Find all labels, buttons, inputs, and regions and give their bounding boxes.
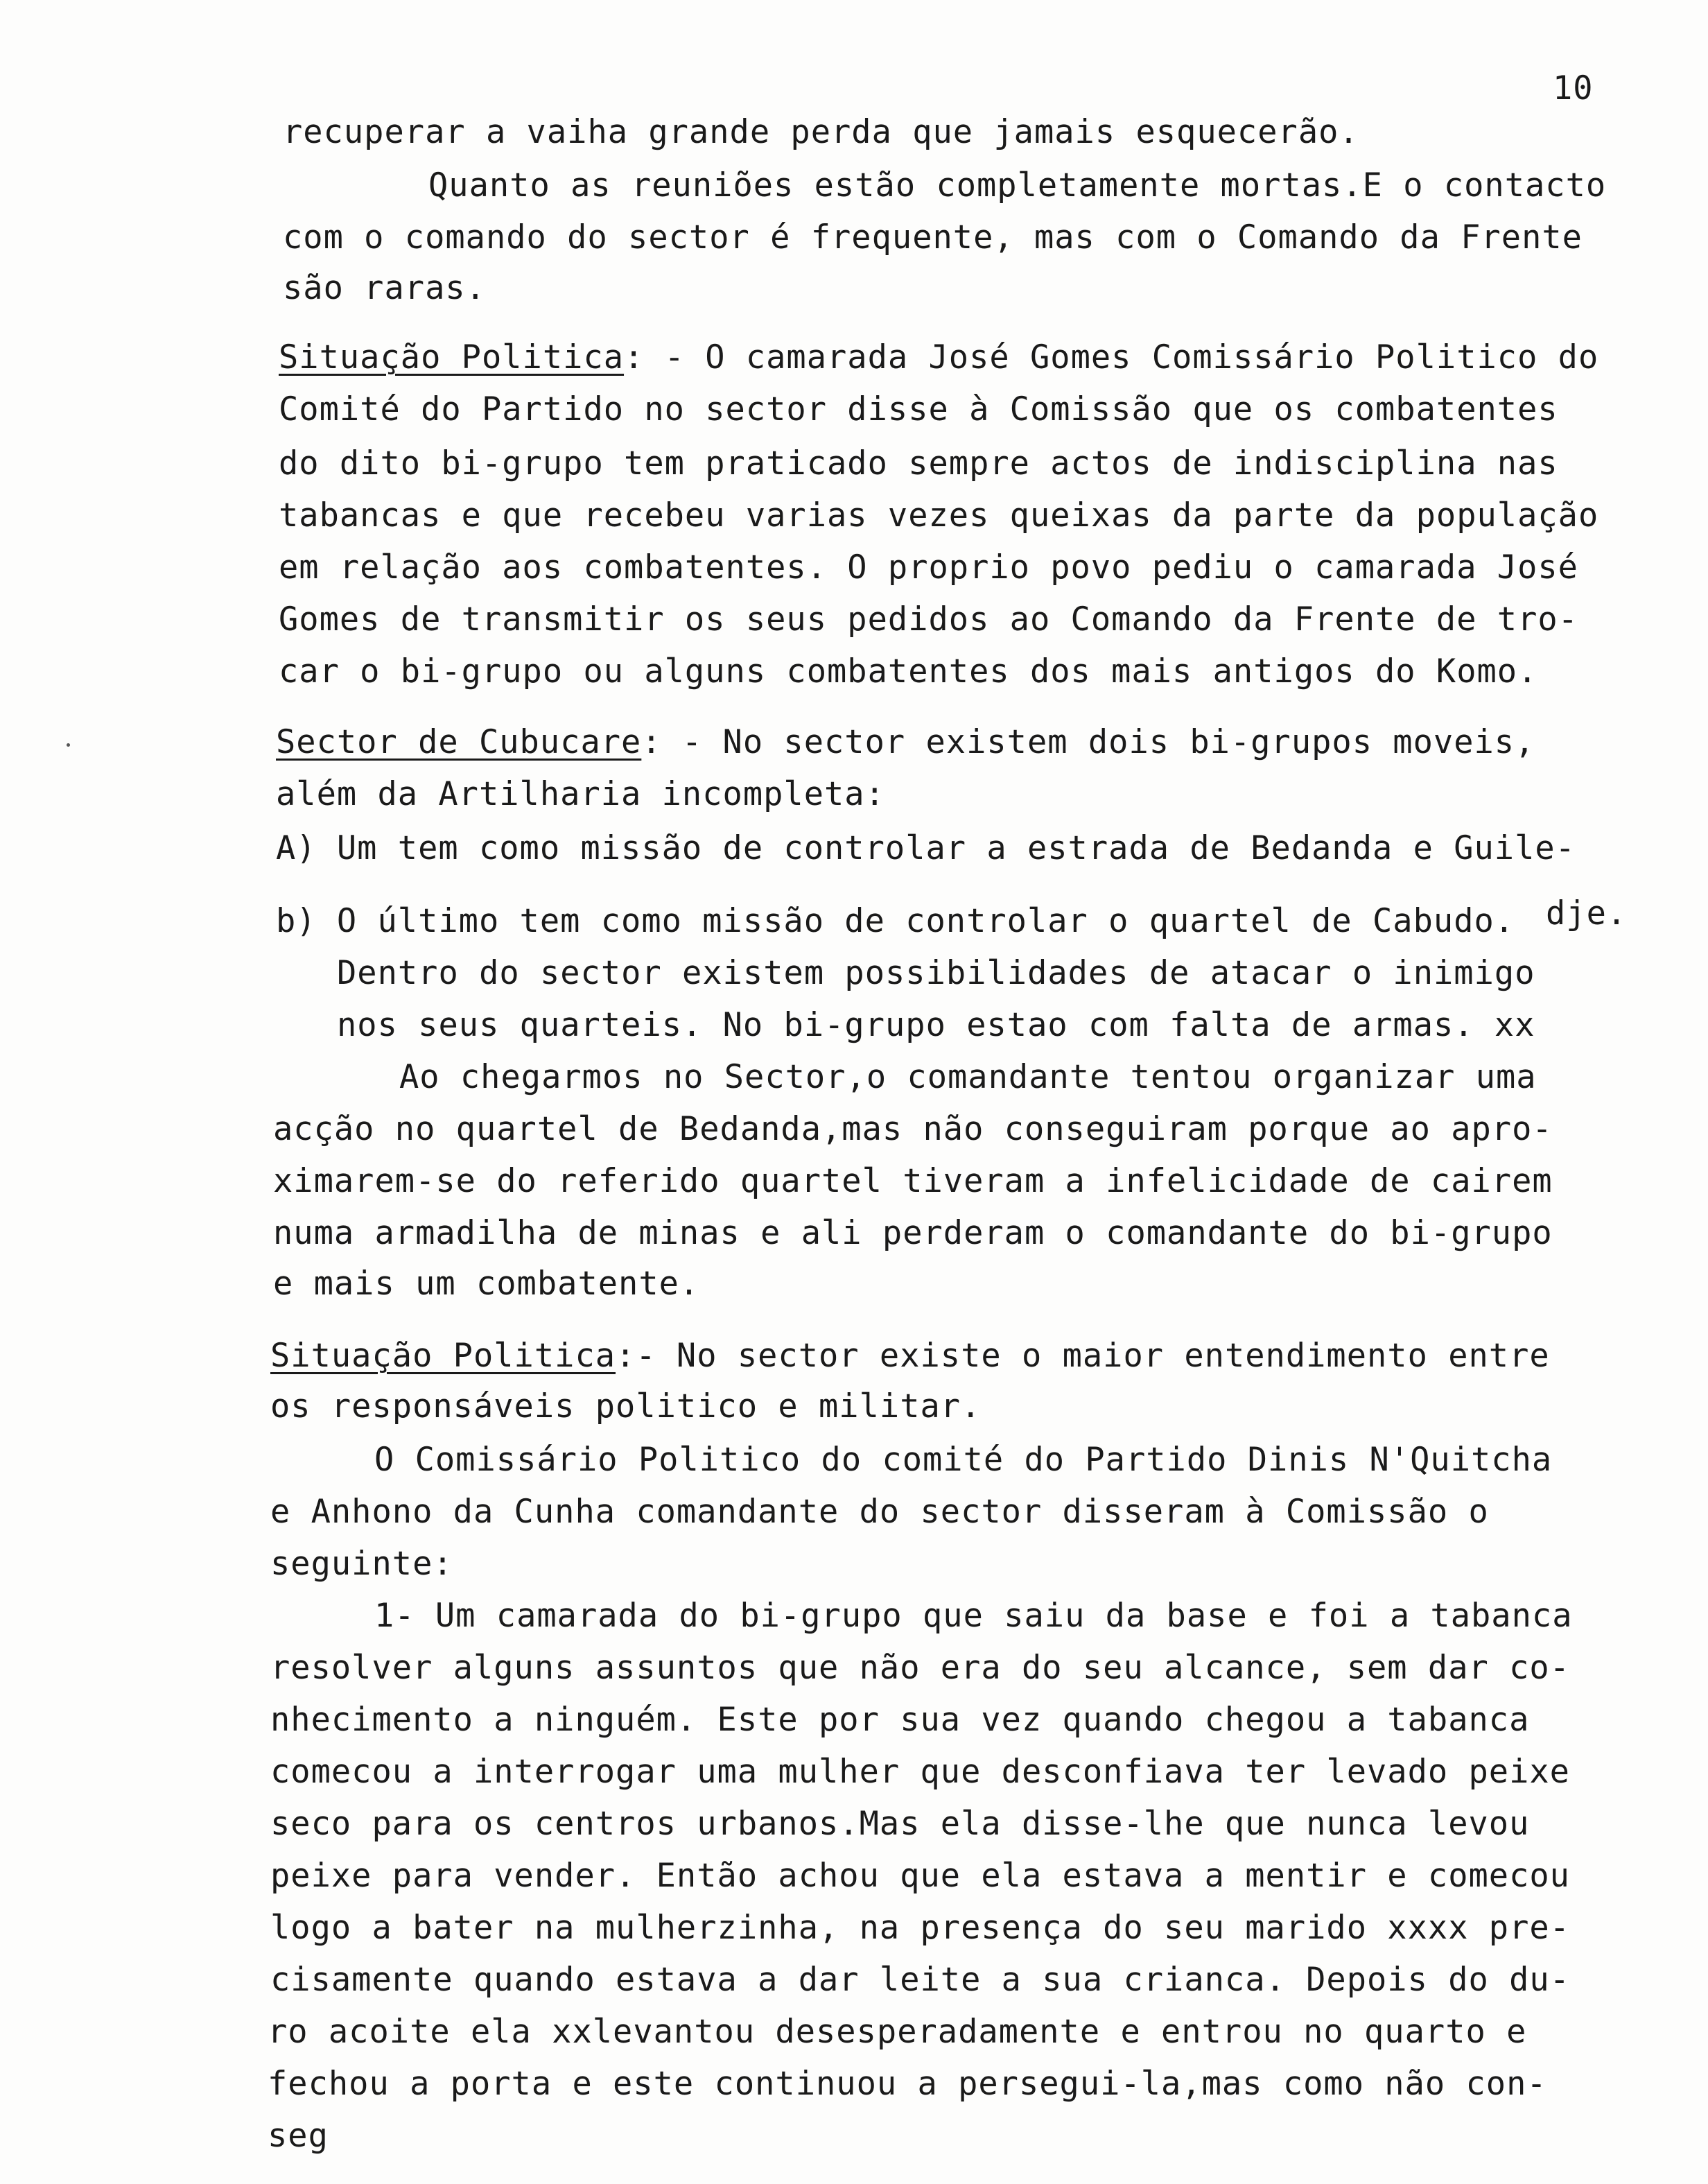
text-line: logo a bater na mulherzinha, na presença do seu marido xxxx pre- bbox=[270, 1909, 1570, 1947]
text-line: Quanto as reuniões estão completamente mortas.E o contacto bbox=[428, 166, 1607, 205]
text-line: seguinte: bbox=[270, 1545, 453, 1583]
line-text: : - No sector existem dois bi-grupos moveis, bbox=[641, 723, 1535, 761]
text-line: resolver alguns assuntos que não era do seu alcance, sem dar co- bbox=[270, 1649, 1570, 1687]
text-line: seco para os centros urbanos.Mas ela disse-lhe que nunca levou bbox=[270, 1805, 1530, 1843]
text-line: Dentro do sector existem possibilidades de atacar o inimigo bbox=[337, 954, 1535, 992]
text-line bbox=[270, 1337, 1550, 1375]
text-line: nhecimento a ninguém. Este por sua vez quando chegou a tabanca bbox=[270, 1701, 1530, 1739]
text-line: e mais um combatente. bbox=[273, 1265, 700, 1303]
section-heading: Situação Politica bbox=[270, 1337, 616, 1375]
text-line: O Comissário Politico do comité do Partido Dinis N'Quitcha bbox=[374, 1441, 1553, 1479]
text-line: A) Um tem como missão de controlar a estrada de Bedanda e Guile- bbox=[276, 829, 1576, 867]
text-line: nos seus quarteis. No bi-grupo estao com falta de armas. xx bbox=[337, 1006, 1535, 1044]
text-line bbox=[276, 723, 1535, 761]
text-line: Comité do Partido no sector disse à Comissão que os combatentes bbox=[279, 390, 1558, 428]
line-text: : - O camarada José Gomes Comissário Politico do bbox=[624, 338, 1599, 376]
text-line bbox=[279, 338, 1599, 376]
line-text: :- No sector existe o maior entendimento entre bbox=[616, 1337, 1550, 1375]
text-line: ro acoite ela xxlevantou desesperadamente e entrou no quarto e bbox=[268, 2013, 1527, 2051]
text-line: seg bbox=[268, 2117, 329, 2155]
text-line: peixe para vender. Então achou que ela estava a mentir e comecou bbox=[270, 1857, 1570, 1895]
text-line: são raras. bbox=[283, 269, 486, 307]
text-line: comecou a interrogar uma mulher que desconfiava ter levado peixe bbox=[270, 1753, 1570, 1791]
text-line: com o comando do sector é frequente, mas com o Comando da Frente bbox=[283, 218, 1583, 257]
text-line: recuperar a vaiha grande perda que jamais esquecerão. bbox=[283, 113, 1359, 151]
text-line: numa armadilha de minas e ali perderam o comandante do bi-grupo bbox=[273, 1214, 1553, 1252]
text-line: e Anhono da Cunha comandante do sector disseram à Comissão o bbox=[270, 1493, 1489, 1531]
text-line: tabancas e que recebeu varias vezes queixas da parte da população bbox=[279, 496, 1599, 535]
text-line: ximarem-se do referido quartel tiveram a infelicidade de cairem bbox=[273, 1162, 1553, 1200]
section-heading: Situação Politica bbox=[279, 338, 625, 376]
stray-mark bbox=[67, 743, 70, 747]
text-line: fechou a porta e este continuou a persegui-la,mas como não con- bbox=[268, 2065, 1547, 2103]
text-line: em relação aos combatentes. O proprio povo pediu o camarada José bbox=[279, 548, 1578, 587]
text-line: Gomes de transmitir os seus pedidos ao Comando da Frente de tro- bbox=[279, 600, 1578, 639]
line-overflow-fragment: dje. bbox=[1546, 894, 1628, 933]
text-line: do dito bi-grupo tem praticado sempre actos de indisciplina nas bbox=[279, 444, 1558, 483]
text-line: além da Artilharia incompleta: bbox=[276, 775, 885, 813]
section-heading: Sector de Cubucare bbox=[276, 723, 642, 761]
page-number: 10 bbox=[1553, 69, 1594, 107]
text-line: b) O último tem como missão de controlar o quartel de Cabudo. bbox=[276, 902, 1515, 940]
text-line: Ao chegarmos no Sector,o comandante tentou organizar uma bbox=[399, 1058, 1537, 1096]
text-line: 1- Um camarada do bi-grupo que saiu da base e foi a tabanca bbox=[374, 1597, 1573, 1635]
text-line: cisamente quando estava a dar leite a sua crianca. Depois do du- bbox=[270, 1961, 1570, 1999]
text-line: acção no quartel de Bedanda,mas não conseguiram porque ao apro- bbox=[273, 1110, 1553, 1148]
text-line: os responsáveis politico e militar. bbox=[270, 1387, 982, 1425]
text-line: car o bi-grupo ou alguns combatentes dos mais antigos do Komo. bbox=[279, 652, 1538, 691]
